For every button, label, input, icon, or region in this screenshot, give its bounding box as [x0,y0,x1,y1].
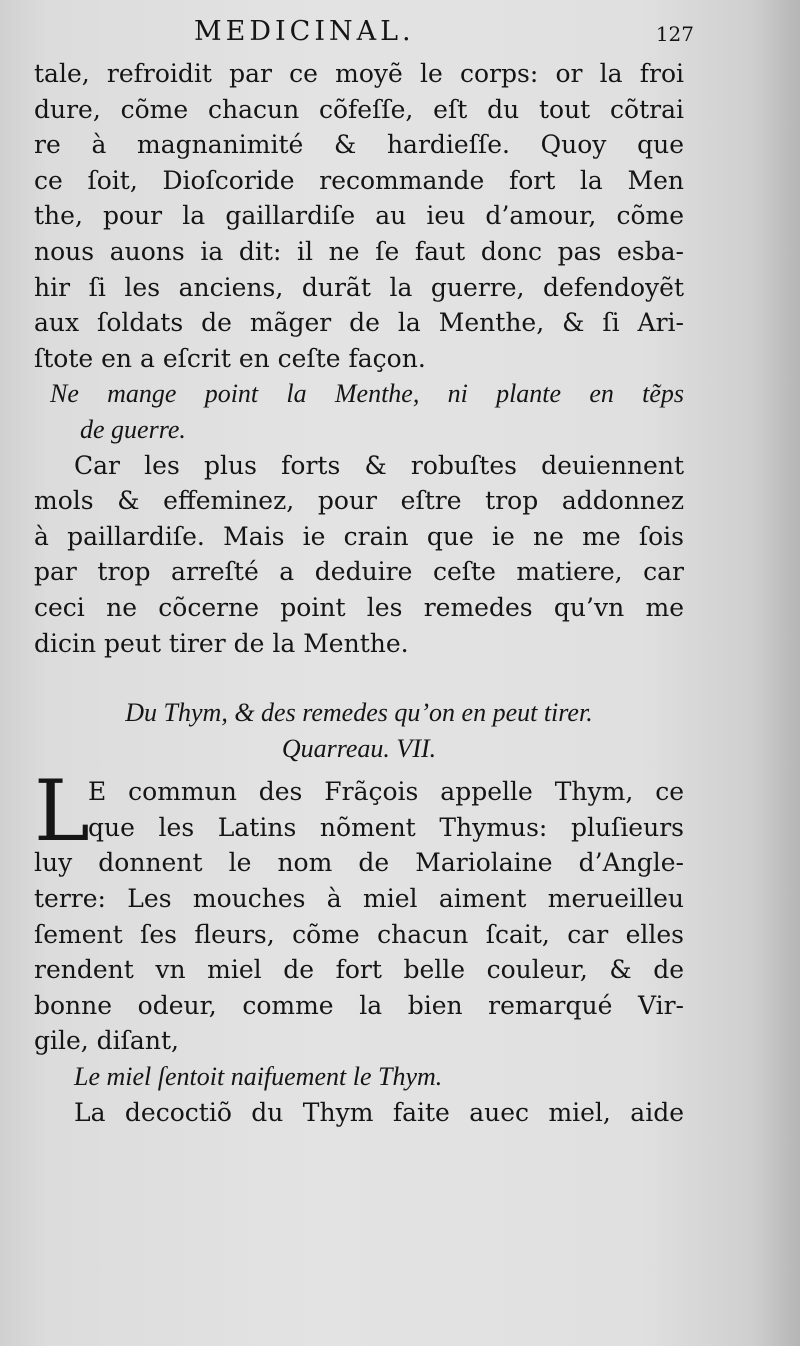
text-line: à paillardiſe. Mais ie crain que ie ne me ſois [34,521,684,551]
text-line: dure, cõme chacun cõfeſſe, eſt du tout cõtrai [34,94,684,124]
text-line: ſtote en a eſcrit en ceſte façon. [34,343,426,373]
text-line: luy donnent le nom de Mariolaine d’Angle- [34,848,684,878]
text-line: aux ſoldats de mãger de la Menthe, & ſi Ari- [34,308,684,338]
section-heading: Du Thym, & des remedes qu’on en peut tirer. [125,698,593,728]
quotation-1 [34,376,684,447]
section-spacer [34,661,684,695]
paragraph-3 [34,762,684,1059]
text-line: re à magnanimité & hardieſſe. Quoy que [34,130,684,160]
text-line: the, pour la gaillardiſe au ieu d’amour, cõme [34,201,684,231]
text-line: que les Latins nõment Thymus: pluſieurs [88,812,684,842]
text-line: tale, refroidit par ce moyẽ le corps: or la froi [34,59,684,88]
paragraph-2 [34,448,684,662]
dropcap-block [34,762,684,861]
page-number: 127 [655,22,694,46]
page-header [34,16,694,56]
page-text [34,16,694,1130]
drop-capital: L [34,762,90,861]
text-line: dicin peut tirer de la Menthe. [34,628,409,658]
text-line: nous auons ia dit: il ne ſe faut donc pas esba- [34,236,684,266]
running-title: MEDICINAL. [194,16,415,47]
text-line: La decoctiõ du Thym faite auec miel, aide [74,1097,684,1127]
paragraph-1 [34,56,684,376]
text-line: rendent vn miel de fort belle couleur, & de [34,955,684,985]
paragraph-4 [34,1095,684,1131]
text-line: ſement ſes fleurs, cõme chacun ſcait, car elles [34,919,684,949]
text-line: ceci ne cõcerne point les remedes qu’vn me [34,592,684,622]
text-line: gile, diſant, [34,1026,179,1056]
quotation-2: Le miel ſentoit naifuement le Thym. [74,1062,443,1092]
text-line: Car les plus forts & robuſtes deuiennent [74,450,684,480]
quote-line: Ne mange point la Menthe, ni plante en tẽps [50,379,684,409]
text-line: mols & effeminez, pour eſtre trop addonnez [34,486,684,516]
text-line: hir ſi les anciens, durãt la guerre, defendoyẽt [34,272,684,302]
quote-line: de guerre. [80,414,186,444]
text-line: ce ſoit, Dioſcoride recommande fort la Men [34,165,684,195]
section-subheading: Quarreau. VII. [281,733,437,763]
text-line: terre: Les mouches à miel aiment merueilleu [34,884,684,914]
text-line: E commun des Frãçois appelle Thym, ce [88,777,684,807]
text-line: par trop arreſté a deduire ceſte matiere, car [34,557,684,587]
text-line: bonne odeur, comme la bien remarqué Vir- [34,990,684,1020]
